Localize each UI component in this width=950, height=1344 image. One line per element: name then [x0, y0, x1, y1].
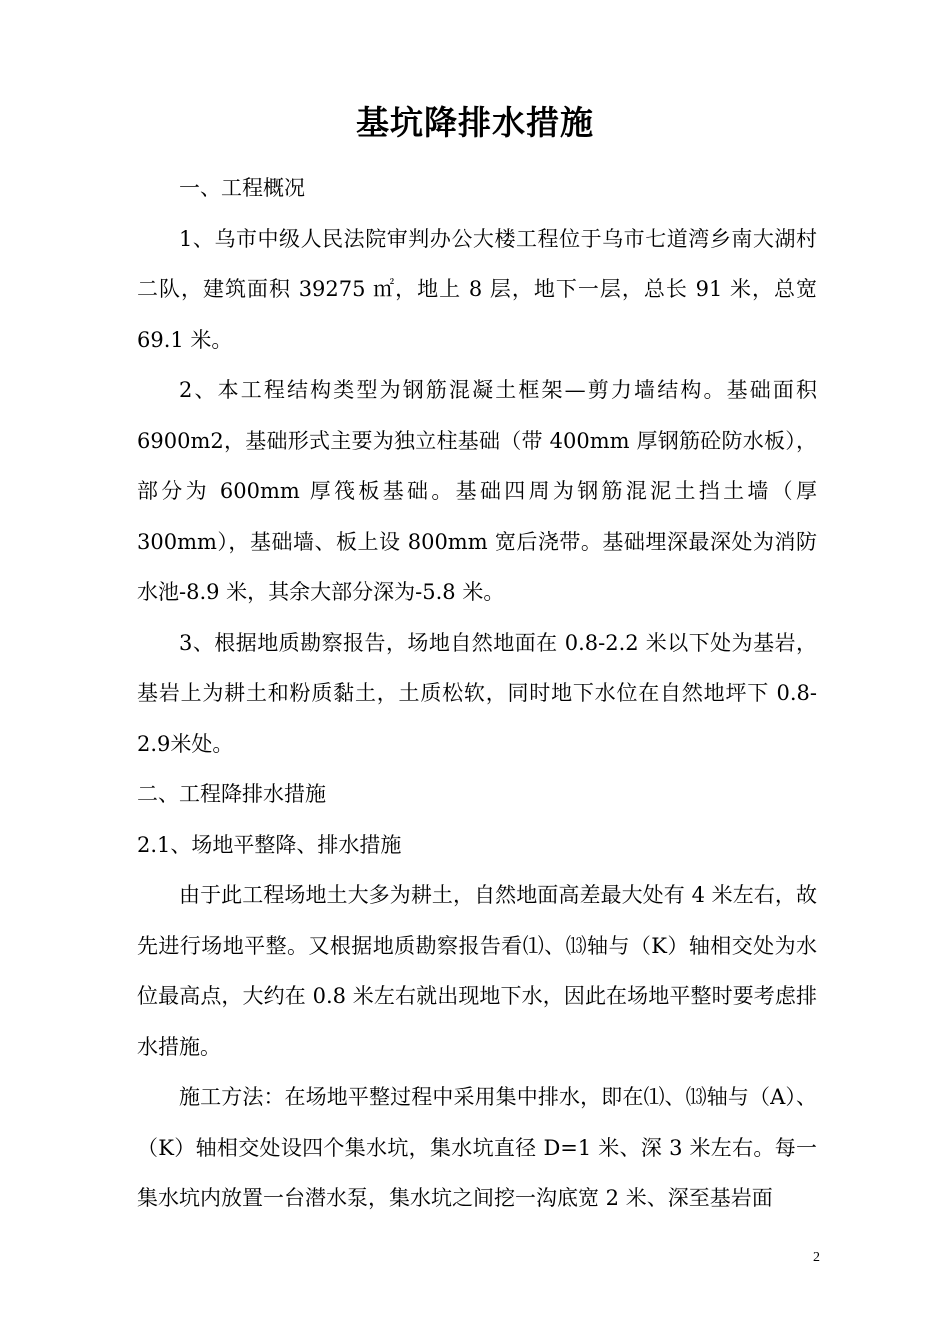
section-heading-overview: 一、工程概况: [179, 176, 305, 200]
paragraph-construction-method: 施工方法：在场地平整过程中采用集中排水，即在⑴、⒀轴与（A）、（K）轴相交处设四个集水坑，集水坑直径 D=1 米、深 3 米左右。每一集水坑内放置一台潜水泵，集水坑之间挖一沟底宽 2 米、深至基岩面: [137, 1085, 817, 1210]
section-heading-dewatering: 二、工程降排水措施: [137, 782, 326, 806]
document-body: [137, 163, 817, 1224]
page-number: 2: [813, 1250, 820, 1265]
subsection-heading-site-leveling: 2.1、场地平整降、排水措施: [137, 832, 402, 857]
paragraph-geology: 3、根据地质勘察报告，场地自然地面在 0.8-2.2 米以下处为基岩，基岩上为耕土和粉质黏土，土质松软，同时地下水位在自然地坪下 0.8-2.9米处。: [137, 630, 817, 756]
document-title: 基坑降排水措施: [356, 103, 594, 142]
paragraph-project-location: 1、乌市中级人民法院审判办公大楼工程位于乌市七道湾乡南大湖村二队，建筑面积 39275 ㎡，地上 8 层，地下一层，总长 91 米，总宽 69.1 米。: [137, 226, 817, 352]
paragraph-structure-type: 2、本工程结构类型为钢筋混凝土框架—剪力墙结构。基础面积 6900m2，基础形式主要为独立柱基础（带 400mm 厚钢筋砼防水板），部分为 600mm 厚筏板基础。基础四周为钢筋混泥土挡土墙（厚 300mm），基础墙、板上设 800mm 宽后浇带。基础埋深最深处为消防水池-8.9 米，其余大部分深为-5.8 米。: [137, 378, 817, 604]
paragraph-site-leveling: 由于此工程场地土大多为耕土，自然地面高差最大处有 4 米左右，故先进行场地平整。又根据地质勘察报告看⑴、⒀轴与（K）轴相交处为水位最高点，大约在 0.8 米左右就出现地下水，因此在场地平整时要考虑排水措施。: [137, 883, 817, 1059]
